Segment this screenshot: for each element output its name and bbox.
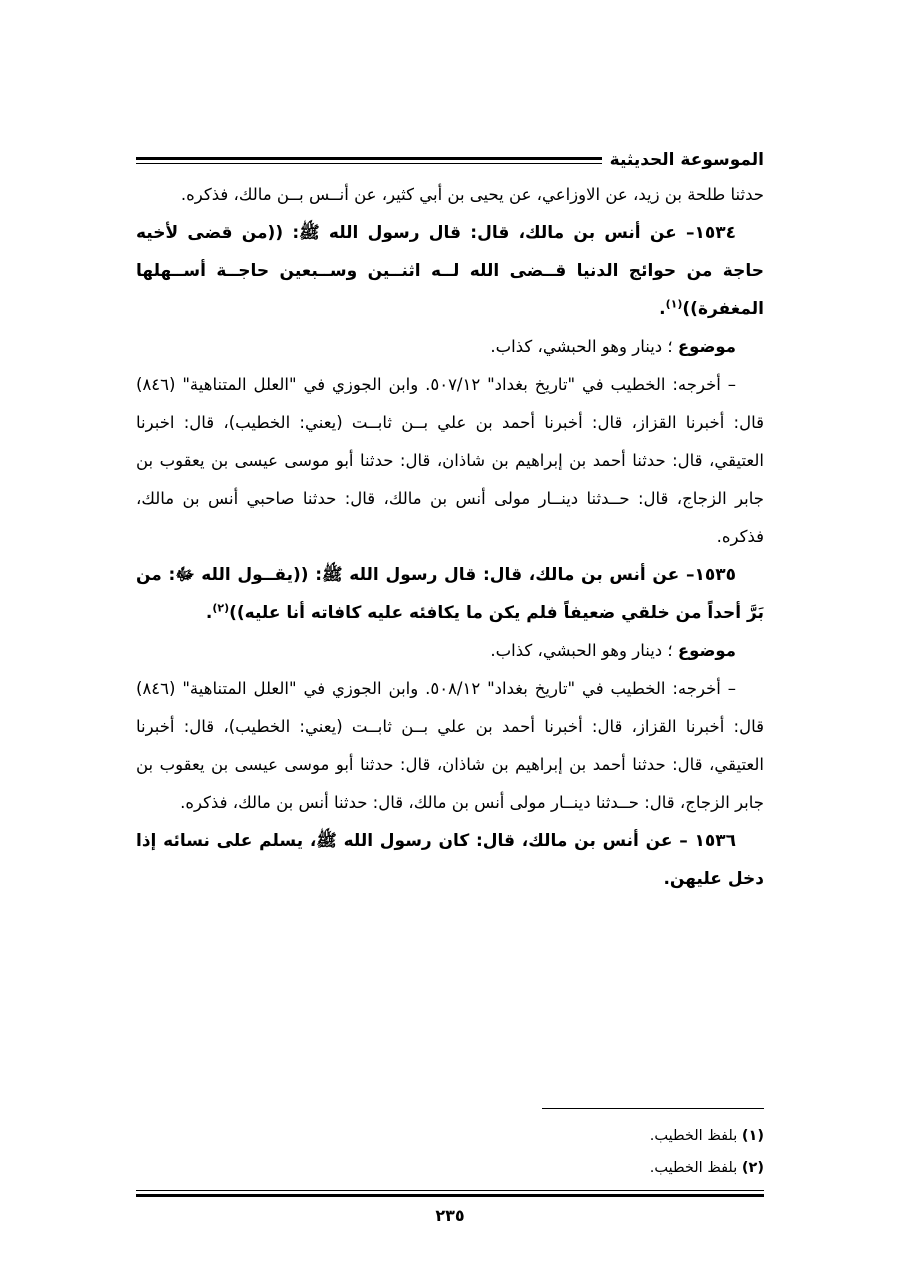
header-rule — [136, 157, 602, 164]
takhrij-1535: – أخرجه: الخطيب في "تاريخ بغداد" ٥٠٨/١٢. وابن الجوزي في "العلل المتناهية" (٨٤٦) قال: أخبرنا القزاز، قال: أخبرنا أحمد بن علي بــن ثابــت (يعني: الخطيب)، قال: أخبرنا العتيقي، قال: حدثنا أحمد بن إبراهيم بن شاذان، قال: حدثنا أبو موسى عيسى بن يعقوب بن جابر الزجاج، قال: حــدثنا دينــار مولى أنس بن مالك، قال: حدثنا أنس بن مالك، فذكره. — [136, 679, 764, 812]
hadith-1534-end: . — [659, 299, 666, 319]
grading-1534 — [136, 328, 764, 366]
hadith-1535-end: . — [205, 603, 213, 623]
header-title: الموسوعة الحديثية — [609, 150, 764, 170]
running-header — [136, 146, 764, 174]
grading-label: موضوع — [677, 641, 736, 660]
footnote-text: بلفظ الخطيب. — [649, 1160, 738, 1176]
book-page — [136, 146, 764, 1246]
footnote-separator — [542, 1108, 764, 1109]
hadith-1534 — [136, 214, 764, 328]
hadith-1534-text: ١٥٣٤– عن أنس بن مالك، قال: قال رسول الله ﷺ: ((من قضى لأخيه حاجة من حوائج الدنيا قــضى الله لــه اثنــين وســبعين حاجــة أســهلها المغفرة)) — [136, 223, 764, 319]
continuation-paragraph: حدثنا طلحة بن زيد، عن الاوزاعي، عن يحيى بن أبي كثير، عن أنــس بــن مالك، فذكره. — [180, 185, 764, 204]
grading-text: ؛ دينار وهو الحبشي، كذاب. — [490, 641, 673, 660]
grading-1535 — [136, 632, 764, 670]
hadith-1535-text: ١٥٣٥– عن أنس بن مالك، قال: قال رسول الله ﷺ: ((يقــول الله ﷻ: من بَرَّ أحداً من خلقي ضعيفاً فلم يكن ما يكافئه عليه كافاته أنا عليه)) — [136, 565, 764, 623]
footnote-ref-1[interactable]: (١) — [665, 297, 683, 311]
main-text — [136, 176, 764, 898]
hadith-1535 — [136, 556, 764, 632]
takhrij-1534: – أخرجه: الخطيب في "تاريخ بغداد" ٥٠٧/١٢. وابن الجوزي في "العلل المتناهية" (٨٤٦) قال: أخبرنا القزاز، قال: أخبرنا أحمد بن علي بــن ثابــت (يعني: الخطيب)، قال: اخبرنا العتيقي، قال: حدثنا أحمد بن إبراهيم بن شاذان، قال: حدثنا أبو موسى عيسى بن يعقوب بن جابر الزجاج، قال: حــدثنا دينــار مولى أنس بن مالك، قال: حدثنا صاحبي أنس بن مالك، فذكره. — [136, 375, 764, 546]
page-number: ٢٣٥ — [435, 1206, 465, 1225]
hadith-1536: ١٥٣٦ – عن أنس بن مالك، قال: كان رسول الله ﷺ، يسلم على نسائه إذا دخل عليهن. — [136, 831, 764, 889]
footnote-text: بلفظ الخطيب. — [649, 1128, 738, 1144]
footnote-1 — [136, 1120, 764, 1152]
footnote-number: (١) — [741, 1128, 764, 1144]
footnote-2 — [136, 1152, 764, 1184]
grading-text: ؛ دينار وهو الحبشي، كذاب. — [490, 337, 673, 356]
footnotes — [136, 1120, 764, 1184]
footnote-ref-2[interactable]: (٢) — [212, 601, 230, 615]
footnote-number: (٢) — [741, 1160, 764, 1176]
footer-rule — [136, 1190, 764, 1197]
grading-label: موضوع — [677, 337, 736, 356]
